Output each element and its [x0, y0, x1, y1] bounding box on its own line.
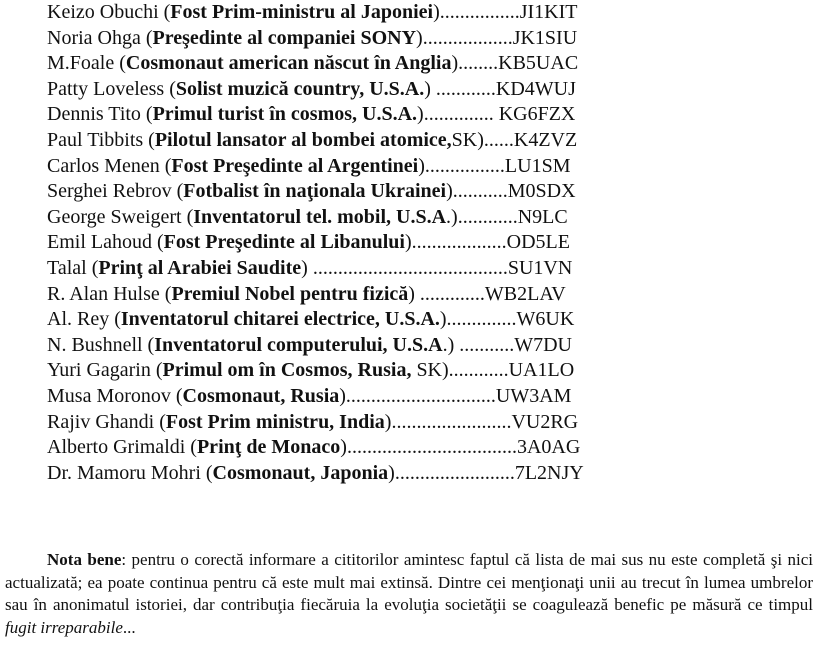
- list-item: [47, 256, 647, 282]
- callsign: ).............. KG6FZX: [417, 103, 576, 126]
- latin-phrase: fugit irreparabile: [5, 617, 123, 637]
- callsign: )........KB5UAC: [451, 52, 579, 75]
- person-description: Prinţ al Arabiei Saudite: [98, 256, 302, 279]
- callsign: )...........M0SDX: [446, 180, 576, 203]
- callsign: )................JI1KIT: [433, 1, 578, 23]
- callsign: )..............W6UK: [439, 308, 575, 331]
- person-name: George Sweigert (: [47, 205, 194, 228]
- person-name: Talal (: [47, 256, 99, 279]
- list-item: [47, 230, 647, 256]
- person-description: Inventatorul computerului, U.S.A: [154, 333, 443, 356]
- person-description: Pilotul lansator al bombei atomice,: [154, 128, 452, 151]
- callsign: )..................................3A0AG: [340, 436, 581, 459]
- list-item: [47, 0, 647, 26]
- list-item: [47, 358, 647, 384]
- person-name: Carlos Menen (: [47, 154, 172, 177]
- note-text: [5, 549, 813, 639]
- person-name: M.Foale (: [47, 52, 126, 75]
- callsign: ) .............WB2LAV: [408, 282, 566, 305]
- callsign: )........................VU2RG: [384, 410, 579, 433]
- person-description: Cosmonaut, Japonia: [212, 461, 389, 484]
- list-item: [47, 179, 647, 205]
- callsign-list: [47, 0, 647, 486]
- person-description: Cosmonaut, Rusia: [182, 384, 340, 407]
- person-description: Fost Preşedinte al Argentinei: [171, 154, 419, 177]
- list-item: [47, 307, 647, 333]
- note-ellipsis: ...: [122, 617, 136, 637]
- list-item: [47, 128, 647, 154]
- person-name: Rajiv Ghandi (: [47, 410, 166, 433]
- person-description: Fost Prim-ministru al Japoniei: [170, 1, 434, 23]
- list-item: [47, 435, 647, 461]
- person-name: Dennis Tito (: [47, 103, 153, 126]
- person-name: Al. Rey (: [47, 308, 121, 331]
- note-body: : pentru o corectă informare a cititorilor amintesc faptul că lista de mai sus nu este completă şi nici actualizată; ea poate continua pentru că este mult mai extinsă. Dintre cei menţionaţi unii au trecut în lumea umbrelor sau în anonimatul istoriei, dar contribuţia fiecăruia la evoluţia societăţii se coagulează benefic pe măsură ce timpul: [5, 550, 813, 615]
- person-name: Serghei Rebrov (: [47, 180, 184, 203]
- callsign: .) ...........W7DU: [442, 333, 573, 356]
- list-item: [47, 461, 647, 487]
- callsign: )..............................UW3AM: [339, 384, 572, 407]
- person-name: Keizo Obuchi (: [47, 1, 171, 23]
- list-item: [47, 26, 647, 52]
- callsign: )................LU1SM: [418, 154, 571, 177]
- person-name: Musa Moronov (: [47, 384, 183, 407]
- list-item: [47, 410, 647, 436]
- list-item: [47, 384, 647, 410]
- nota-bene-paragraph: [5, 549, 813, 639]
- person-description: Primul turist în cosmos, U.S.A.: [152, 103, 418, 126]
- callsign: )........................7L2NJY: [388, 461, 584, 484]
- person-description: Fost Prim ministru, India: [165, 410, 385, 433]
- list-item: [47, 282, 647, 308]
- person-name: Noria Ohga (: [47, 26, 153, 49]
- list-item: [47, 102, 647, 128]
- list-item: [47, 154, 647, 180]
- person-description: Fotbalist în naţionala Ukrainei: [183, 180, 447, 203]
- person-description: Cosmonaut american născut în Anglia: [125, 52, 452, 75]
- person-description: Inventatorul tel. mobil, U.S.A: [193, 205, 447, 228]
- callsign: .)............N9LC: [446, 205, 568, 228]
- person-description: Prinţ de Monaco: [196, 436, 341, 459]
- callsign: )..................JK1SIU: [416, 26, 578, 49]
- person-description: Premiul Nobel pentru fizică: [171, 282, 409, 305]
- person-name: R. Alan Hulse (: [47, 282, 172, 305]
- callsign: )...................OD5LE: [404, 231, 570, 254]
- person-name: Alberto Grimaldi (: [47, 436, 197, 459]
- list-item: [47, 205, 647, 231]
- person-description: Fost Preşedinte al Libanului: [163, 231, 405, 254]
- callsign: ) .......................................SU1VN: [301, 256, 573, 279]
- list-item: [47, 51, 647, 77]
- list-item: [47, 77, 647, 103]
- person-description: Solist muzică country, U.S.A.: [175, 77, 425, 100]
- person-name: Patty Loveless (: [47, 77, 176, 100]
- person-name: Paul Tibbits (: [47, 128, 155, 151]
- callsign: SK)......K4ZVZ: [451, 128, 578, 151]
- callsign: ) ............KD4WUJ: [424, 77, 576, 100]
- note-label: Nota bene: [47, 550, 122, 569]
- person-description: Preşedinte al companiei SONY: [152, 26, 417, 49]
- person-name: Yuri Gagarin (: [47, 359, 163, 382]
- person-name: Dr. Mamoru Mohri (: [47, 461, 213, 484]
- person-name: N. Bushnell (: [47, 333, 155, 356]
- person-description: Primul om în Cosmos, Rusia,: [162, 359, 412, 382]
- person-description: Inventatorul chitarei electrice, U.S.A.: [120, 308, 440, 331]
- list-item: [47, 333, 647, 359]
- person-name: Emil Lahoud (: [47, 231, 164, 254]
- callsign: SK)............UA1LO: [411, 359, 575, 382]
